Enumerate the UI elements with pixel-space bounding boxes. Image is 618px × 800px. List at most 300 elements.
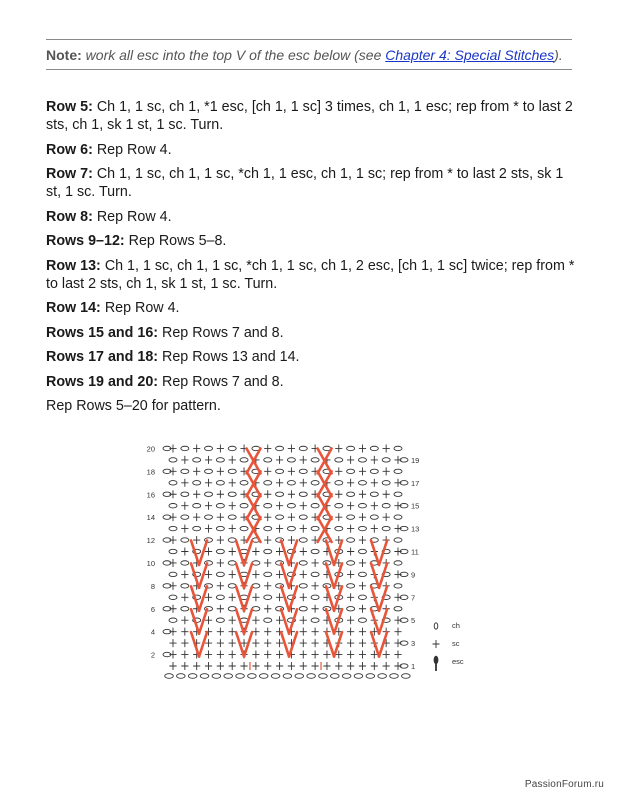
- sc-symbol: [394, 639, 401, 647]
- esc-symbol: [236, 563, 244, 587]
- esc-symbol: [236, 609, 244, 633]
- sc-symbol: [264, 651, 271, 659]
- sc-symbol: [383, 490, 390, 498]
- sc-symbol: [181, 548, 188, 556]
- sc-symbol: [359, 490, 366, 498]
- ch-symbol: [169, 481, 177, 485]
- ch-symbol: [228, 515, 236, 519]
- sc-symbol: [347, 479, 354, 487]
- ch-symbol: [240, 481, 248, 485]
- foundation-chain-stitch: [378, 674, 387, 679]
- sc-symbol: [205, 479, 212, 487]
- ch-symbol: [169, 549, 177, 553]
- ch-symbol: [299, 446, 307, 450]
- esc-symbol: [244, 632, 252, 656]
- sc-symbol: [264, 582, 271, 590]
- esc-symbol: [289, 609, 297, 633]
- note-after: ).: [554, 47, 563, 63]
- sc-symbol: [300, 525, 307, 533]
- sc-symbol: [217, 628, 224, 636]
- ch-symbol: [382, 458, 390, 462]
- sc-symbol: [276, 502, 283, 510]
- ch-symbol: [264, 549, 272, 553]
- ch-symbol: [216, 481, 224, 485]
- ch-symbol: [347, 446, 355, 450]
- ch-symbol: [299, 607, 307, 611]
- sc-symbol: [347, 628, 354, 636]
- sc-symbol: [335, 513, 342, 521]
- ch-symbol: [358, 526, 366, 530]
- ch-symbol: [299, 561, 307, 565]
- row-instruction: Rows 17 and 18: Rep Rows 13 and 14.: [46, 349, 300, 365]
- sc-symbol: [300, 628, 307, 636]
- foundation-chain-stitch: [319, 674, 328, 679]
- sc-symbol: [181, 502, 188, 510]
- ch-symbol: [358, 618, 366, 622]
- ch-symbol: [347, 607, 355, 611]
- ch-symbol: [181, 492, 189, 496]
- sc-symbol: [276, 479, 283, 487]
- ch-symbol: [311, 572, 319, 576]
- ch-symbol: [181, 515, 189, 519]
- sc-symbol: [169, 639, 176, 647]
- closing-instruction: Rep Rows 5–20 for pattern.: [46, 398, 221, 414]
- sc-symbol: [288, 536, 295, 544]
- sc-symbol: [229, 628, 236, 636]
- sc-symbol: [371, 525, 378, 533]
- esc-symbol: [191, 541, 199, 565]
- foundation-chain-stitch: [212, 674, 221, 679]
- ch-symbol: [311, 549, 319, 553]
- sc-symbol: [300, 502, 307, 510]
- legend-label: ch: [452, 621, 460, 630]
- note-text: work all esc into the top V of the esc below (see: [85, 47, 386, 63]
- sc-symbol: [217, 582, 224, 590]
- ch-symbol: [358, 481, 366, 485]
- sc-symbol: [169, 628, 176, 636]
- sc-symbol: [335, 444, 342, 452]
- row-instruction: Rows 19 and 20: Rep Rows 7 and 8.: [46, 373, 284, 390]
- ch-symbol: [169, 618, 177, 622]
- ch-symbol: [394, 515, 402, 519]
- sc-symbol: [264, 605, 271, 613]
- ch-symbol: [264, 458, 272, 462]
- sc-symbol: [229, 651, 236, 659]
- legend-sc-icon: [433, 640, 440, 648]
- ch-symbol: [311, 595, 319, 599]
- ch-symbol: [193, 526, 201, 530]
- sc-symbol: [276, 651, 283, 659]
- ch-symbol: [169, 504, 177, 508]
- sc-symbol: [240, 662, 247, 670]
- sc-symbol: [252, 593, 259, 601]
- ch-symbol: [335, 526, 343, 530]
- ch-symbol: [370, 492, 378, 496]
- ch-symbol: [287, 504, 295, 508]
- sc-symbol: [394, 456, 401, 464]
- sc-symbol: [394, 570, 401, 578]
- sc-symbol: [300, 548, 307, 556]
- watermark: PassionForum.ru: [524, 779, 604, 790]
- row-number-left: 14: [146, 513, 155, 523]
- sc-symbol: [383, 662, 390, 670]
- sc-symbol: [217, 639, 224, 647]
- ch-symbol: [358, 549, 366, 553]
- esc-symbol: [371, 609, 379, 633]
- sc-symbol: [169, 444, 176, 452]
- ch-symbol: [382, 504, 390, 508]
- sc-symbol: [323, 651, 330, 659]
- sc-symbol: [193, 467, 200, 475]
- sc-symbol: [217, 559, 224, 567]
- sc-symbol: [347, 593, 354, 601]
- ch-symbol: [216, 458, 224, 462]
- ch-symbol: [394, 561, 402, 565]
- ch-symbol: [394, 492, 402, 496]
- ch-symbol: [358, 572, 366, 576]
- row-number-left: 2: [150, 650, 155, 660]
- foundation-chain-stitch: [402, 674, 411, 679]
- legend-label: sc: [452, 639, 460, 648]
- ch-symbol: [169, 595, 177, 599]
- sc-symbol: [312, 628, 319, 636]
- foundation-chain-stitch: [224, 674, 233, 679]
- ch-symbol: [228, 446, 236, 450]
- foundation-chain-stitch: [342, 674, 351, 679]
- sc-symbol: [264, 662, 271, 670]
- foundation-chain-stitch: [248, 674, 257, 679]
- ch-symbol: [347, 515, 355, 519]
- note-label: Note:: [46, 47, 82, 63]
- sc-symbol: [252, 616, 259, 624]
- sc-symbol: [181, 662, 188, 670]
- ch-symbol: [287, 458, 295, 462]
- sc-symbol: [276, 570, 283, 578]
- ch-symbol: [216, 504, 224, 508]
- sc-symbol: [217, 605, 224, 613]
- legend-label: esc: [452, 657, 464, 666]
- sc-symbol: [169, 605, 176, 613]
- sc-symbol: [276, 593, 283, 601]
- sc-symbol: [181, 628, 188, 636]
- sc-symbol: [264, 639, 271, 647]
- sc-symbol: [394, 479, 401, 487]
- sc-symbol: [359, 559, 366, 567]
- sc-symbol: [205, 548, 212, 556]
- sc-symbol: [335, 467, 342, 475]
- ch-symbol: [264, 481, 272, 485]
- ch-symbol: [216, 618, 224, 622]
- sc-symbol: [205, 651, 212, 659]
- ch-symbol: [394, 607, 402, 611]
- ch-symbol: [347, 584, 355, 588]
- ch-symbol: [205, 469, 213, 473]
- ch-symbol: [347, 538, 355, 542]
- sc-symbol: [312, 582, 319, 590]
- ch-symbol: [347, 469, 355, 473]
- ch-symbol: [276, 515, 284, 519]
- sc-symbol: [169, 662, 176, 670]
- ch-symbol: [358, 504, 366, 508]
- sc-symbol: [359, 662, 366, 670]
- sc-symbol: [217, 662, 224, 670]
- ch-symbol: [382, 481, 390, 485]
- sc-symbol: [229, 593, 236, 601]
- legend-ch-icon: [434, 623, 438, 629]
- sc-symbol: [288, 444, 295, 452]
- row-number-left: 10: [146, 558, 155, 568]
- sc-symbol: [217, 651, 224, 659]
- sc-symbol: [288, 490, 295, 498]
- sc-symbol: [276, 616, 283, 624]
- sc-symbol: [205, 456, 212, 464]
- sc-symbol: [300, 570, 307, 578]
- ch-symbol: [394, 469, 402, 473]
- ch-symbol: [264, 572, 272, 576]
- sc-symbol: [264, 628, 271, 636]
- foundation-chain-stitch: [165, 674, 174, 679]
- sc-symbol: [359, 651, 366, 659]
- sc-symbol: [394, 662, 401, 670]
- sc-symbol: [335, 490, 342, 498]
- sc-symbol: [359, 605, 366, 613]
- ch-symbol: [169, 458, 177, 462]
- ch-symbol: [299, 515, 307, 519]
- sc-symbol: [359, 444, 366, 452]
- ch-symbol: [358, 595, 366, 599]
- sc-symbol: [347, 525, 354, 533]
- sc-symbol: [229, 456, 236, 464]
- sc-symbol: [359, 513, 366, 521]
- esc-symbol: [244, 609, 252, 633]
- ch-symbol: [276, 492, 284, 496]
- ch-symbol: [311, 504, 319, 508]
- row-number-left: 8: [150, 581, 155, 591]
- row-number-right: 17: [411, 478, 420, 488]
- esc-symbol: [289, 632, 297, 656]
- sc-symbol: [323, 662, 330, 670]
- sc-symbol: [181, 651, 188, 659]
- row-instruction: Row 14: Rep Row 4.: [46, 300, 180, 316]
- row-number-right: 7: [411, 593, 416, 603]
- sc-symbol: [359, 582, 366, 590]
- ch-symbol: [370, 446, 378, 450]
- sc-symbol: [359, 467, 366, 475]
- ch-symbol: [205, 515, 213, 519]
- ch-symbol: [299, 492, 307, 496]
- sc-symbol: [217, 467, 224, 475]
- sc-symbol: [394, 616, 401, 624]
- sc-symbol: [394, 651, 401, 659]
- row-number-left: 6: [150, 604, 155, 614]
- row-instruction: Row 7: Ch 1, 1 sc, ch 1, 1 sc, *ch 1, 1 esc, ch 1, 1 sc; rep from * to last 2 sts, sk 1 st, 1 sc. Turn.: [46, 166, 564, 200]
- row-number-right: 9: [411, 570, 416, 580]
- sc-symbol: [169, 536, 176, 544]
- ch-symbol: [264, 595, 272, 599]
- sc-symbol: [217, 444, 224, 452]
- sc-symbol: [300, 639, 307, 647]
- row-number-right: 1: [411, 662, 416, 671]
- sc-symbol: [169, 559, 176, 567]
- sc-symbol: [205, 662, 212, 670]
- sc-symbol: [193, 444, 200, 452]
- sc-symbol: [193, 536, 200, 544]
- sc-symbol: [169, 651, 176, 659]
- row-number-left: 18: [146, 467, 155, 477]
- sc-symbol: [312, 605, 319, 613]
- sc-symbol: [229, 662, 236, 670]
- ch-symbol: [299, 584, 307, 588]
- sc-symbol: [312, 639, 319, 647]
- sc-symbol: [394, 548, 401, 556]
- ch-symbol: [382, 526, 390, 530]
- esc-symbol: [244, 586, 252, 610]
- row-number-right: 5: [411, 616, 416, 626]
- ch-symbol: [287, 481, 295, 485]
- sc-symbol: [229, 525, 236, 533]
- sc-symbol: [347, 548, 354, 556]
- ch-symbol: [193, 481, 201, 485]
- esc-symbol: [191, 632, 199, 656]
- foundation-chain-stitch: [283, 674, 292, 679]
- ch-symbol: [181, 607, 189, 611]
- sc-symbol: [264, 467, 271, 475]
- sc-symbol: [252, 548, 259, 556]
- sc-symbol: [181, 616, 188, 624]
- row-number-left: 4: [150, 627, 155, 637]
- ch-symbol: [299, 538, 307, 542]
- sc-symbol: [347, 651, 354, 659]
- sc-symbol: [217, 536, 224, 544]
- row-instruction: Row 6: Rep Row 4.: [46, 141, 172, 158]
- sc-symbol: [264, 444, 271, 452]
- sc-symbol: [394, 525, 401, 533]
- ch-symbol: [193, 458, 201, 462]
- esc-symbol: [236, 541, 244, 565]
- sc-symbol: [229, 548, 236, 556]
- sc-symbol: [169, 513, 176, 521]
- ch-symbol: [394, 446, 402, 450]
- row-instruction: Row 5: Ch 1, 1 sc, ch 1, *1 esc, [ch 1, 1 sc] 3 times, ch 1, 1 esc; rep from * to last 2 sts, ch 1, sk 1 st, 1 sc. Turn.: [46, 99, 573, 133]
- ch-symbol: [181, 584, 189, 588]
- sc-symbol: [205, 593, 212, 601]
- sc-symbol: [169, 582, 176, 590]
- sc-symbol: [394, 628, 401, 636]
- sc-symbol: [371, 479, 378, 487]
- sc-symbol: [371, 456, 378, 464]
- ch-symbol: [287, 526, 295, 530]
- esc-symbol: [289, 563, 297, 587]
- ch-symbol: [228, 469, 236, 473]
- sc-symbol: [300, 616, 307, 624]
- sc-symbol: [252, 651, 259, 659]
- ch-symbol: [216, 595, 224, 599]
- row-number-right: 19: [411, 455, 420, 465]
- ch-symbol: [311, 526, 319, 530]
- ch-symbol: [216, 572, 224, 576]
- sc-symbol: [288, 513, 295, 521]
- ch-symbol: [169, 526, 177, 530]
- sc-symbol: [217, 513, 224, 521]
- esc-symbol: [191, 609, 199, 633]
- row-instruction: Rows 9–12: Rep Rows 5–8.: [46, 233, 227, 249]
- ch-symbol: [358, 458, 366, 462]
- sc-symbol: [229, 502, 236, 510]
- ch-symbol: [193, 504, 201, 508]
- foundation-chain-stitch: [390, 674, 399, 679]
- foundation-chain-stitch: [200, 674, 209, 679]
- sc-symbol: [205, 570, 212, 578]
- sc-symbol: [347, 456, 354, 464]
- sc-symbol: [276, 662, 283, 670]
- ch-symbol: [264, 526, 272, 530]
- ch-symbol: [181, 446, 189, 450]
- sc-symbol: [288, 662, 295, 670]
- sc-symbol: [181, 479, 188, 487]
- sc-symbol: [181, 639, 188, 647]
- sc-symbol: [229, 639, 236, 647]
- sc-symbol: [229, 570, 236, 578]
- ch-symbol: [205, 446, 213, 450]
- sc-symbol: [193, 513, 200, 521]
- sc-symbol: [359, 536, 366, 544]
- sc-symbol: [193, 662, 200, 670]
- row-number-right: 3: [411, 639, 416, 649]
- ch-symbol: [264, 504, 272, 508]
- sc-symbol: [312, 651, 319, 659]
- esc-symbol: [199, 632, 207, 656]
- sc-symbol: [312, 559, 319, 567]
- ch-symbol: [181, 469, 189, 473]
- sc-symbol: [371, 502, 378, 510]
- esc-symbol: [289, 541, 297, 565]
- sc-symbol: [252, 570, 259, 578]
- sc-symbol: [252, 662, 259, 670]
- sc-symbol: [264, 559, 271, 567]
- row-instruction: Rows 15 and 16: Rep Rows 7 and 8.: [46, 324, 284, 341]
- esc-symbol: [289, 586, 297, 610]
- ch-symbol: [264, 618, 272, 622]
- sc-symbol: [383, 467, 390, 475]
- esc-symbol: [236, 586, 244, 610]
- esc-symbol: [281, 632, 289, 656]
- sc-symbol: [252, 628, 259, 636]
- ch-symbol: [335, 504, 343, 508]
- sc-symbol: [347, 570, 354, 578]
- sc-symbol: [276, 525, 283, 533]
- ch-symbol: [311, 458, 319, 462]
- ch-symbol: [276, 446, 284, 450]
- sc-symbol: [264, 513, 271, 521]
- ch-symbol: [216, 549, 224, 553]
- sc-symbol: [169, 467, 176, 475]
- esc-symbol: [191, 563, 199, 587]
- ch-symbol: [394, 538, 402, 542]
- foundation-chain-stitch: [330, 674, 339, 679]
- ch-symbol: [370, 469, 378, 473]
- sc-symbol: [383, 651, 390, 659]
- ch-symbol: [394, 584, 402, 588]
- foundation-chain-stitch: [307, 674, 316, 679]
- sc-symbol: [300, 651, 307, 659]
- foundation-chain-stitch: [295, 674, 304, 679]
- ch-symbol: [181, 538, 189, 542]
- ch-symbol: [347, 492, 355, 496]
- sc-symbol: [288, 467, 295, 475]
- sc-symbol: [394, 593, 401, 601]
- ch-symbol: [240, 504, 248, 508]
- chapter-link[interactable]: Chapter 4: Special Stitches: [385, 47, 555, 63]
